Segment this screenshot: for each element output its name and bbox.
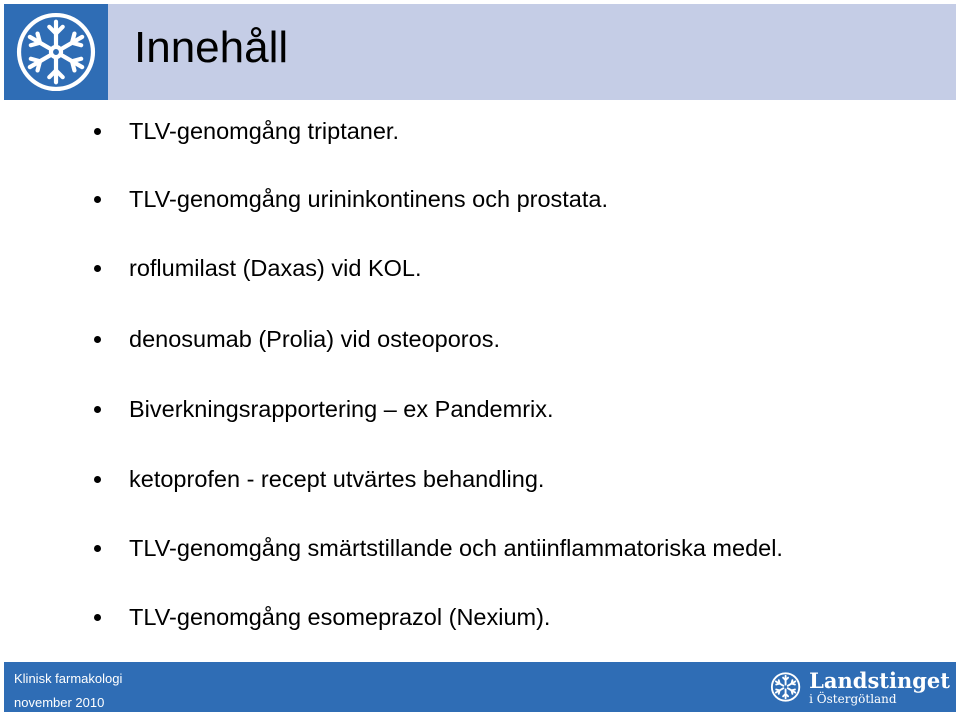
bullet-dot <box>94 196 101 203</box>
footer-logo-sub: i Östergötland <box>809 691 897 706</box>
list-item-text: TLV-genomgång smärtstillande och antiinflammatoriska medel. <box>129 534 783 561</box>
list-item-text: TLV-genomgång triptaner. <box>129 117 399 144</box>
bullet-dot <box>94 614 101 621</box>
footer-logo-text <box>809 669 950 706</box>
list-item-text: TLV-genomgång esomeprazol (Nexium). <box>129 603 551 630</box>
footer-department: Klinisk farmakologi <box>14 671 123 686</box>
list-item-text: TLV-genomgång urininkontinens och prostata. <box>129 185 609 212</box>
bullet-dot <box>94 265 101 272</box>
list-item <box>94 114 399 148</box>
list-item-text: roflumilast (Daxas) vid KOL. <box>129 254 422 281</box>
list-item-text: denosumab (Prolia) vid osteoporos. <box>129 325 500 352</box>
footer-date: november 2010 <box>14 695 105 710</box>
list-item-text: ketoprofen - recept utvärtes behandling. <box>129 465 545 492</box>
bullet-dot <box>94 336 101 343</box>
list-item <box>94 392 554 426</box>
list-item <box>94 462 544 496</box>
footer-logo <box>770 664 950 710</box>
bullet-dot <box>94 476 101 483</box>
bullet-dot <box>94 406 101 413</box>
list-item-text: Biverkningsrapportering – ex Pandemrix. <box>129 395 554 422</box>
list-item <box>94 182 608 216</box>
bullet-dot <box>94 545 101 552</box>
bullet-dot <box>94 128 101 135</box>
list-item <box>94 251 422 285</box>
page-title: Innehåll <box>134 23 289 72</box>
list-item <box>94 322 500 356</box>
list-item <box>94 531 783 565</box>
snowflake-emblem-icon <box>770 667 801 707</box>
footer-logo-name: Landstinget <box>809 667 950 693</box>
list-item <box>94 600 550 634</box>
